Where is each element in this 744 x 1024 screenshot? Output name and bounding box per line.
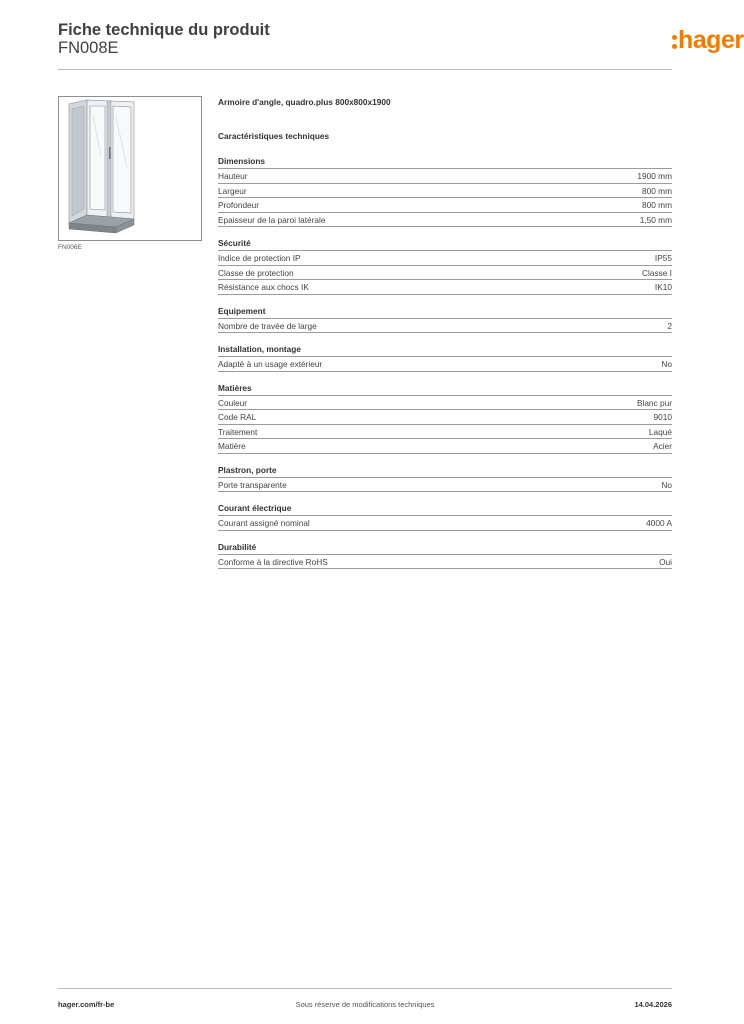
spec-section — [218, 237, 672, 295]
spec-row — [218, 516, 672, 531]
spec-label: Traitement — [218, 426, 258, 437]
spec-value: Oui — [659, 556, 672, 567]
spec-row — [218, 266, 672, 281]
spec-value: 1,50 mm — [639, 214, 672, 225]
spec-row — [218, 357, 672, 372]
spec-section — [218, 305, 672, 334]
spec-section — [218, 382, 672, 454]
section-title: Courant électrique — [218, 502, 672, 516]
spec-row — [218, 169, 672, 184]
spec-section — [218, 502, 672, 531]
page-footer — [58, 988, 672, 1019]
footer-date: 14.04.2026 — [634, 1000, 672, 1009]
spec-row — [218, 251, 672, 266]
spec-section — [218, 464, 672, 493]
product-name: Armoire d'angle, quadro.plus 800x800x1900 — [218, 97, 391, 107]
spec-row — [218, 213, 672, 228]
section-title: Sécurité — [218, 237, 672, 251]
spec-sections — [218, 155, 672, 569]
section-title: Matières — [218, 382, 672, 396]
spec-row — [218, 280, 672, 295]
tech-heading: Caractéristiques techniques — [218, 131, 330, 141]
spec-label: Matière — [218, 441, 246, 451]
spec-value: Laqué — [648, 426, 672, 437]
footer-website: hager.com/fr-be — [58, 1000, 115, 1009]
spec-row — [218, 478, 672, 493]
spec-value: 1900 mm — [637, 171, 672, 181]
spec-row — [218, 184, 672, 199]
page-title: Fiche technique du produit — [58, 21, 270, 39]
spec-value: 800 mm — [642, 185, 672, 196]
spec-label: Conforme à la directive RoHS — [218, 556, 328, 567]
spec-row — [218, 439, 672, 454]
spec-label: Adapté à un usage extérieur — [218, 359, 323, 369]
footer-notice: Sous réserve de modifications techniques — [295, 1000, 435, 1009]
spec-row — [218, 425, 672, 440]
spec-label: Profondeur — [218, 200, 260, 210]
spec-label: Couleur — [218, 397, 248, 408]
spec-row — [218, 410, 672, 425]
logo-wordmark: hager — [678, 26, 744, 54]
cabinet-illustration — [59, 97, 201, 240]
spec-value: 9010 — [653, 412, 672, 422]
product-image — [58, 96, 202, 241]
spec-section — [218, 541, 672, 570]
spec-value: IP55 — [654, 253, 672, 263]
spec-row — [218, 198, 672, 213]
spec-value: No — [661, 479, 672, 490]
spec-label: Nombre de travée de large — [218, 320, 317, 331]
spec-row — [218, 319, 672, 334]
product-code: FN008E — [58, 39, 119, 57]
spec-value: IK10 — [654, 282, 672, 292]
spec-value: 4000 A — [646, 518, 672, 528]
spec-label: Epaisseur de la paroi latérale — [218, 214, 326, 225]
section-title: Dimensions — [218, 155, 672, 169]
section-title: Plastron, porte — [218, 464, 672, 478]
spec-section — [218, 343, 672, 372]
spec-value: 800 mm — [642, 200, 672, 210]
spec-row — [218, 396, 672, 411]
spec-row — [218, 555, 672, 570]
logo-dot-icon — [672, 44, 677, 49]
section-title: Installation, montage — [218, 343, 672, 357]
spec-label: Courant assigné nominal — [218, 518, 310, 528]
logo-dot-icon — [672, 35, 677, 40]
section-title: Durabilité — [218, 541, 672, 555]
spec-value: Acier — [653, 441, 672, 451]
spec-label: Indice de protection IP — [218, 253, 301, 263]
spec-value: Blanc pur — [636, 397, 672, 408]
spec-label: Porte transparente — [218, 479, 287, 490]
spec-label: Résistance aux chocs IK — [218, 282, 309, 292]
page-header — [58, 21, 744, 70]
spec-value: Classe I — [642, 267, 672, 278]
image-caption: FN006E — [58, 244, 82, 251]
spec-value: No — [661, 359, 672, 369]
spec-label: Largeur — [218, 185, 247, 196]
spec-value: 2 — [667, 320, 672, 331]
spec-label: Classe de protection — [218, 267, 294, 278]
spec-label: Code RAL — [218, 412, 257, 422]
section-title: Equipement — [218, 305, 672, 319]
spec-label: Hauteur — [218, 171, 248, 181]
spec-content — [218, 95, 672, 569]
spec-section — [218, 155, 672, 227]
